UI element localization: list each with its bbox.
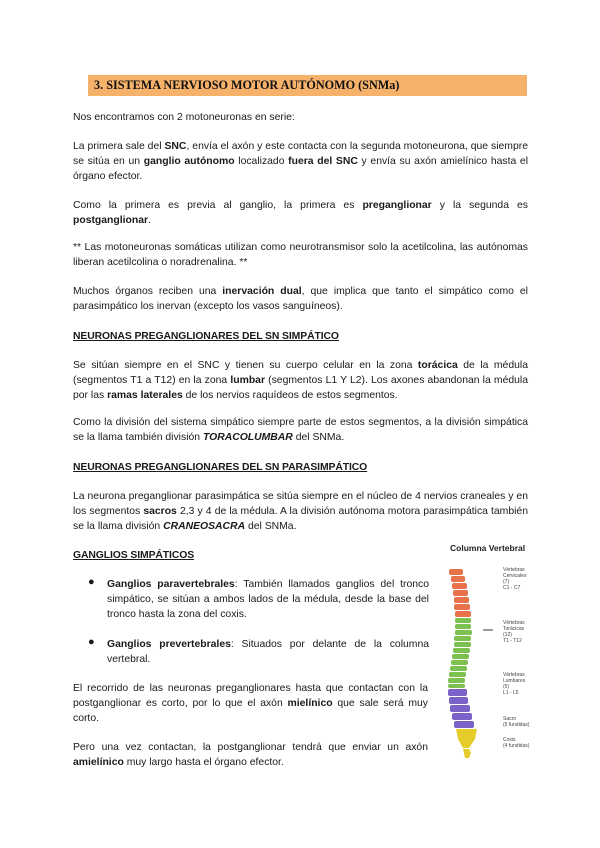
paragraph-toracolumbar: Como la división del sistema simpático siempre parte de estos segmentos, a la división simpática se la llama también división TORACOLUMBAR del SNMa. (73, 417, 528, 444)
section-heading: 3. SISTEMA NERVIOSO MOTOR AUTÓNOMO (SNMa) (94, 78, 400, 92)
section-title-parasympathetic: NEURONAS PREGANGLIONARES DEL SN PARASIMPÁTICO (73, 462, 368, 473)
bullet-dot: ● (88, 576, 95, 588)
sacrum (456, 729, 477, 748)
paragraph-pre-post: Como la primera es previa al ganglio, la primera es preganglionar y la segunda es postganglionar. (73, 200, 528, 227)
label-lumbar: Vértebras Lumbares (5) L1 - L5 (503, 672, 526, 696)
label-coccyx: Coxis (4 fundidas) (503, 737, 530, 749)
section-title-sympathetic: NEURONAS PREGANGLIONARES DEL SN SIMPÁTICO (73, 331, 339, 342)
paragraph-short-axon: El recorrido de las neuronas preganglionares hasta que contactan con la postganglionar es corto, por lo que el axón mielínico que sale será muy corto. (73, 683, 428, 725)
section-title-ganglia: GANGLIOS SIMPÁTICOS (73, 550, 195, 561)
paragraph-snc: La primera sale del SNC, envía el axón y este contacta con la segunda motoneurona, que siempre se sitúa en un ganglio autónomo localizado fuera del SNC y envía su axón amielínico hasta el órgano efector. (73, 141, 529, 183)
label-thoracic: Vértebras Torácicas (12) T1 - T12 (503, 620, 525, 644)
bullet-paravertebral: Ganglios paravertebrales: También llamados ganglios del tronco simpático, se sitúan a ambos lados de la médula, desde la base del tronco hasta la zona del coxis. (107, 579, 429, 621)
lumbar-vertebrae (448, 689, 474, 728)
coccyx (463, 749, 471, 758)
label-cervical: Vértebras Cervicales (7) C1 - C7 (503, 567, 527, 591)
paragraph-long-axon: Pero una vez contactan, la postganglionar tendrá que enviar un axón amielínico muy largo hasta el órgano efector. (73, 742, 428, 769)
thoracic-vertebrae (448, 618, 472, 688)
paragraph-parasympathetic: La neurona preganglionar parasimpática se sitúa siempre en el núcleo de 4 nervios craneales y en los segmentos sacros 2,3 y 4 de la médula. A la división autónoma motora parasimpática también se la llama división CRANEOSACRA del SNMa. (73, 491, 528, 533)
spine-illustration (425, 555, 505, 760)
intro-paragraph: Nos encontramos con 2 motoneuronas en serie: (73, 112, 295, 123)
paragraph-neurotransmitter-note: ** Las motoneuronas somáticas utilizan como neurotransmisor solo la acetilcolina, las autónomas liberan acetilcolina o noradrenalina. ** (73, 242, 528, 269)
paragraph-dual-innervation: Muchos órganos reciben una inervación dual, que implica que tanto el simpático como el parasimpático los inervan (excepto los vasos sanguíneos). (73, 286, 528, 313)
paragraph-sympathetic-location: Se sitúan siempre en el SNC y tienen su cuerpo celular en la zona torácica de la médula (segmentos T1 a T12) en la zona lumbar (segmentos L1 Y L2). Los axones abandonan la médula por las ramas laterales de los nervios raquídeos de estos segmentos. (73, 360, 528, 402)
label-sacrum: Sacro (5 fundidas) (503, 716, 530, 728)
cervical-vertebrae (449, 569, 471, 617)
bullet-dot: ● (88, 636, 95, 648)
bullet-prevertebral: Ganglios prevertebrales: Situados por delante de la columna vertebral. (107, 639, 429, 666)
figure-title: Columna Vertebral (450, 543, 526, 553)
